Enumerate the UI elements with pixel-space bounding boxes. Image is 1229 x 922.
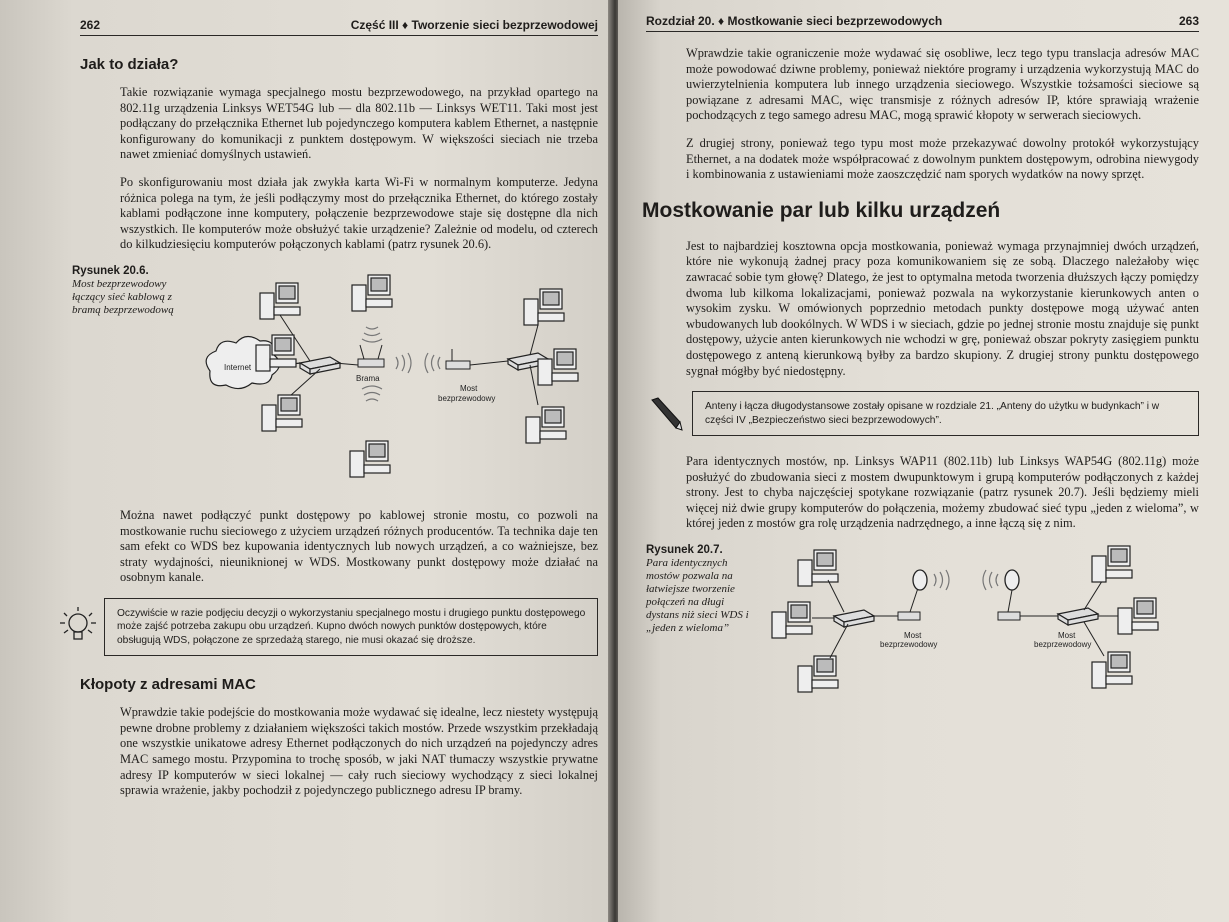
figure-20-7 (646, 544, 1199, 709)
pencil-icon (640, 394, 692, 434)
running-head-right (646, 14, 1199, 32)
wireless-waves-icon (934, 570, 998, 590)
bridge-label-2: bezprzewodowy (438, 393, 496, 403)
paragraph: Wprawdzie takie ograniczenie może wydawać się osobliwe, lecz tego typu translacja adresów MAC może powodować dziwne problemy, ponieważ niektóre programy i urządzenia wykorzystują MAC do uwierzytelnienia komputera lub innego urządzenia sieciowego. Wszystkie tożsamości sieciowe są powiązane z adresami MAC, więc transmisje z różnych adresów IP, które sprawiają wrażenie pochodzących z tego samego adresu MAC, mogą sprawić kłopoty w serwerach sieciowych. (686, 46, 1199, 123)
figure-description: Most bezprzewodowy łączący sieć kablową z bramą bezprzewodową (72, 277, 174, 316)
computer-icon (1118, 598, 1158, 634)
bridge-label: Most (460, 383, 478, 393)
bridge-icon (446, 349, 470, 369)
computer-icon (352, 275, 392, 311)
paragraph: Po skonfigurowaniu most działa jak zwykła karta Wi-Fi w normalnym komputerze. Jedyna różnica polega na tym, że jeśli podłączymy most do przełącznika Ethernet, do którego zostały kablami podłączone inne komputery, połączenie bezprzewodowe staje się dostępne dla nich wszystkich. Ile komputerów może obsłużyć takie urządzenie? Zależnie od modelu, od czterech do kilkudziesięciu komputerów połączonych kablami (patrz rysunek 20.6). (120, 174, 598, 252)
switch-icon (834, 610, 874, 627)
gateway-label: Brama (356, 373, 380, 383)
paragraph: Jest to najbardziej kosztowna opcja mostkowania, ponieważ wymaga przynajmniej dwóch urządzeń, które nie wykonują żadnej pracy poza komunikowaniem się ze sobą. Dlaczego należałoby więc zawracać sobie tym głowę? Dlatego, że jest to optymalna metoda tworzenia dłuższych łączy pomiędzy dwoma lub kilkoma lokalizacjami, ponieważ pozwala na wykorzystanie kierunkowych anten o wysokim zysku. W omówionych poprzednio metodach punkty dostępowe mogą używać anten wbudowanych lub dookólnych. W WDS i w sieciach, gdzie po jednej stronie mostu znajduje się punkt dostępowy, użycie anten kierunkowych nie wchodzi w grę, ponieważ obszar pokryty zasięgiem punktu dostępowego z anteną kierunkową byłby za bardzo skupiony. Z drugiej strony punktu dostępowego sygnał mógłby być niedostępny. (686, 238, 1199, 378)
figure-description: Para identycznych mostów pozwala na łatwiejsze tworzenie połączeń na długi dystans niż sieci WDS i „jeden z wieloma” (646, 556, 749, 634)
right-page (618, 0, 1229, 922)
computer-icon (526, 407, 566, 443)
computer-icon (524, 289, 564, 325)
switch-icon (300, 357, 340, 374)
computer-icon (1092, 546, 1132, 582)
computer-icon (798, 656, 838, 692)
running-head-title-right: Rozdział 20. ♦ Mostkowanie sieci bezprzewodowych (646, 14, 943, 28)
point-to-point-diagram (758, 544, 1199, 709)
page-number-left: 262 (80, 18, 101, 32)
note-box-right (640, 391, 1199, 436)
computer-icon (772, 602, 812, 638)
figure-caption (72, 265, 190, 490)
figure-20-6 (72, 265, 598, 490)
figure-number: Rysunek 20.6. (72, 264, 149, 277)
left-page (0, 0, 612, 922)
section-heading-how-it-works: Jak to działa? (80, 56, 179, 73)
bridge-icon (898, 588, 920, 620)
computer-icon (1092, 652, 1132, 688)
computer-icon (350, 441, 390, 477)
paragraph: Para identycznych mostów, np. Linksys WAP11 (802.11b) lub Linksys WAP54G (802.11g) może posłużyć do zbudowania sieci z mostem dwupunktowym i grupą komputerów podłączonych z każdej strony. Jest to chyba najczęściej spotykane rozwiązanie (patrz rysunek 20.7). Jeśli będziemy mieli więcej niż dwie grupy komputerów do połączenia, możemy zbudować sieć typu „jeden z wieloma”, w której jeden z mostów gra rolę urządzenia nadrzędnego, a inne łączą się z nim. (686, 453, 1199, 531)
running-head-left (80, 18, 598, 36)
switch-icon (1058, 608, 1098, 625)
page-number-right: 263 (1178, 14, 1199, 28)
note-box-left (52, 598, 598, 656)
bridge-label-2: bezprzewodowy (880, 639, 938, 649)
figure-caption (646, 544, 758, 709)
lightbulb-icon (52, 605, 104, 649)
section-heading-mac-problems: Kłopoty z adresami MAC (80, 676, 256, 694)
paragraph: Można nawet podłączyć punkt dostępowy po kablowej stronie mostu, co pozwoli na mostkowanie ruchu sieciowego z użyciem urządzeń różnych producentów. Ta technika daje ten sam efekt co WDS bez kupowania identycznych lub nowych urządzeń, a co ważniejsze, bez straty wydajności, nieuniknionej w WDS. Mostkowany punkt dostępowy może działać na osobnym kanale. (120, 507, 598, 585)
internet-label: Internet (224, 362, 252, 372)
computer-icon (262, 395, 302, 431)
running-head-title-left: Część III ♦ Tworzenie sieci bezprzewodowej (350, 18, 598, 32)
bridge-label: Most (904, 630, 922, 640)
bridge-label: Most (1058, 630, 1076, 640)
network-diagram (190, 265, 598, 490)
bridge-label-2: bezprzewodowy (1034, 639, 1092, 649)
computer-icon (260, 283, 300, 319)
computer-icon (798, 550, 838, 586)
computer-icon (538, 349, 578, 385)
figure-number: Rysunek 20.7. (646, 543, 723, 556)
paragraph: Wprawdzie takie podejście do mostkowania może wydawać się idealne, lecz niestety występują pewne drobne problemy z działaniem większości takich mostów. Przede wszystkim przekładają one wszystkie unikatowe adresy Ethernet podłączonych do nich urządzeń na pojedynczy adres MAC samego mostu. Przypomina to trochę sposób, w jaki NAT tłumaczy wszystkie prywatne adresy IP komputerów w sieci lokalnej — cały ruch sieciowy wychodzący z sieci lokalnej sprawia wrażenie, jakby pochodził z pojedynczego publicznego adresu IP bramy. (120, 705, 598, 798)
note-text: Oczywiście w razie podjęciu decyzji o wykorzystaniu specjalnego mostu i drugiego punktu dostępowego może zajść potrzeba zakupu obu urządzeń. Kupno dwóch nowych punktów dostępowych, które obsługują WDS, połączone ze sprzedażą starego, nie musi okazać się droższe. (104, 598, 598, 656)
gateway-icon (358, 345, 384, 367)
note-text: Anteny i łącza długodystansowe zostały opisane w rozdziale 21. „Anteny do użytku w budynkach” i w części IV „Bezpieczeństwo sieci bezprzewodowych”. (692, 391, 1199, 436)
paragraph: Takie rozwiązanie wymaga specjalnego mostu bezprzewodowego, na przykład opartego na 802.11g urządzenia Linksys WET54G lub — dla 802.11b — Linksys WET11. Taki most jest podłączany do przełącznika Ethernet lub pojedynczego komputera kablem Ethernet, a następnie konfigurowany do komunikacji z punktem dostępowym. W większości sieciach nie trzeba nawet zmieniać domyślnych ustawień. (120, 85, 598, 162)
antenna-icon (913, 570, 1019, 612)
section-heading-bridging-pairs: Mostkowanie par lub kilku urządzeń (642, 198, 1001, 222)
paragraph: Z drugiej strony, ponieważ tego typu most może przekazywać dowolny protokół wykorzystujący Ethernet, a na dodatek może współpracować z dowolnym punktem dostępowym, odrobina niewygody i kombinowania z ustawieniami może zaoszczędzić nam sporych wydatków na nowy sprzęt. (686, 135, 1199, 182)
